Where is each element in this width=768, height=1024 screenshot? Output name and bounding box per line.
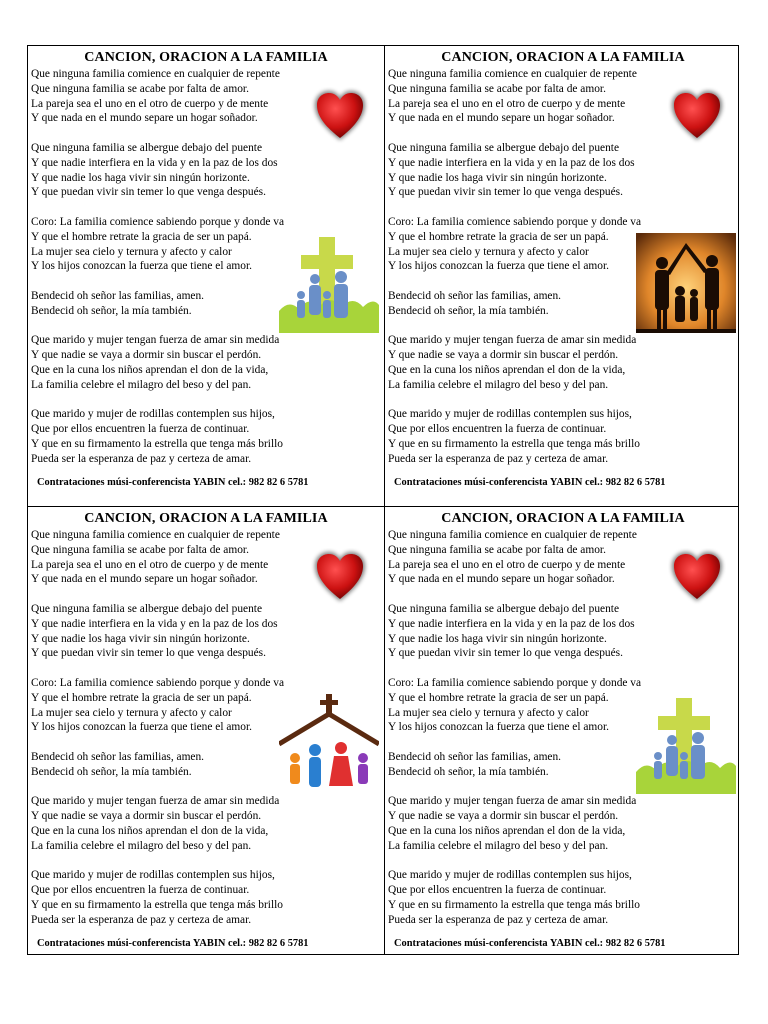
lyric-line: La familia celebre el milagro del beso y del pan. — [31, 378, 252, 391]
stanza-gap — [388, 587, 641, 602]
family-cross-icon — [279, 233, 379, 333]
stanza-gap — [31, 126, 284, 141]
lyric-line: Que marido y mujer tengan fuerza de amar sin medida — [31, 795, 280, 808]
lyric-line: Y que en su firmamento la estrella que tenga más brillo — [388, 437, 640, 450]
lyric-line: La pareja sea el uno en el otro de cuerpo y de mente — [388, 558, 626, 571]
card-bottom-left — [29, 508, 383, 966]
lyric-line: Pueda ser la esperanza de paz y certeza de amar. — [31, 913, 252, 926]
lyric-line: Que marido y mujer tengan fuerza de amar sin medida — [31, 334, 280, 347]
stanza-gap — [31, 200, 284, 215]
lyric-line: Bendecid oh señor, la mía también. — [31, 765, 192, 778]
lyric-line: La mujer sea cielo y ternura y afecto y calor — [31, 706, 232, 719]
card-title: CANCION, ORACION A LA FAMILIA — [441, 50, 685, 65]
lyric-line: Coro: La familia comience sabiendo porque y donde va — [31, 215, 285, 228]
heart-icon — [311, 87, 369, 145]
lyric-line: Pueda ser la esperanza de paz y certeza de amar. — [388, 452, 609, 465]
lyric-line: Y que el hombre retrate la gracia de ser un papá. — [388, 691, 609, 704]
prayer-card-sheet — [27, 45, 739, 955]
lyric-line: Que por ellos encuentren la fuerza de continuar. — [388, 423, 607, 436]
lyric-line: Y que nada en el mundo separe un hogar soñador. — [388, 112, 615, 125]
card-top-left — [29, 47, 383, 505]
lyric-line: Y que nada en el mundo separe un hogar soñador. — [31, 112, 258, 125]
lyric-line: Que en la cuna los niños aprendan el don de la vida, — [388, 363, 626, 376]
stanza-gap — [388, 735, 641, 750]
lyric-line: Y que nada en el mundo separe un hogar soñador. — [31, 573, 258, 586]
lyric-line: Y que nadie se vaya a dormir sin buscar el perdón. — [31, 810, 262, 823]
stanza-gap — [388, 661, 641, 676]
stanza-gap — [31, 393, 284, 408]
lyric-line: Y los hijos conozcan la fuerza que tiene el amor. — [31, 721, 252, 734]
card-top-right — [386, 47, 740, 505]
lyric-line: Bendecid oh señor, la mía también. — [31, 304, 192, 317]
card-bottom-right — [386, 508, 740, 966]
lyrics — [388, 67, 641, 467]
lyrics — [388, 528, 641, 928]
lyric-line: Que marido y mujer tengan fuerza de amar sin medida — [388, 334, 637, 347]
lyric-line: Y que el hombre retrate la gracia de ser un papá. — [31, 230, 252, 243]
lyric-line: Y que nadie se vaya a dormir sin buscar el perdón. — [388, 349, 619, 362]
heart-icon — [668, 548, 726, 606]
lyric-line: Y que nadie los haga vivir sin ningún horizonte. — [388, 632, 607, 645]
lyric-line: Y que el hombre retrate la gracia de ser un papá. — [31, 691, 252, 704]
stanza-gap — [388, 854, 641, 869]
lyric-line: Que ninguna familia se acabe por falta de amor. — [388, 543, 606, 556]
contact-info: Contrataciones músi-conferencista YABIN cel.: 982 82 6 5781 — [394, 938, 666, 949]
lyric-line: Que marido y mujer de rodillas contemplen sus hijos, — [31, 869, 275, 882]
lyric-line: La pareja sea el uno en el otro de cuerpo y de mente — [31, 97, 269, 110]
lyric-line: Bendecid oh señor las familias, amen. — [31, 289, 205, 302]
lyric-line: Y que puedan vivir sin temer lo que venga después. — [31, 647, 266, 660]
stanza-gap — [31, 661, 284, 676]
vertical-cut-line — [384, 46, 385, 954]
stanza-gap — [31, 854, 284, 869]
horizontal-cut-line — [28, 506, 738, 507]
contact-info: Contrataciones músi-conferencista YABIN cel.: 982 82 6 5781 — [37, 477, 309, 488]
lyric-line: Bendecid oh señor, la mía también. — [388, 304, 549, 317]
lyric-line: Bendecid oh señor, la mía también. — [388, 765, 549, 778]
lyric-line: Que marido y mujer tengan fuerza de amar sin medida — [388, 795, 637, 808]
lyric-line: La familia celebre el milagro del beso y del pan. — [388, 839, 609, 852]
lyric-line: Y que nadie se vaya a dormir sin buscar el perdón. — [31, 349, 262, 362]
lyric-line: Que por ellos encuentren la fuerza de continuar. — [388, 884, 607, 897]
lyric-line: Y que nadie los haga vivir sin ningún horizonte. — [31, 171, 250, 184]
stanza-gap — [31, 587, 284, 602]
lyrics — [31, 67, 284, 467]
lyric-line: Y que en su firmamento la estrella que tenga más brillo — [388, 898, 640, 911]
lyric-line: Coro: La familia comience sabiendo porque y donde va — [31, 676, 285, 689]
lyric-line: Que por ellos encuentren la fuerza de continuar. — [31, 423, 250, 436]
lyric-line: Pueda ser la esperanza de paz y certeza de amar. — [31, 452, 252, 465]
lyric-line: Que marido y mujer de rodillas contemplen sus hijos, — [388, 408, 632, 421]
lyric-line: Que ninguna familia se albergue debajo del puente — [31, 602, 262, 615]
lyric-line: La pareja sea el uno en el otro de cuerpo y de mente — [388, 97, 626, 110]
lyric-line: Y los hijos conozcan la fuerza que tiene el amor. — [388, 260, 609, 273]
family-silhouette-sunset-icon — [636, 233, 736, 333]
lyric-line: Y los hijos conozcan la fuerza que tiene el amor. — [388, 721, 609, 734]
lyric-line: Que ninguna familia comience en cualquier de repente — [388, 529, 637, 541]
lyric-line: La mujer sea cielo y ternura y afecto y calor — [388, 706, 589, 719]
stanza-gap — [388, 274, 641, 289]
lyric-line: Y que nadie se vaya a dormir sin buscar el perdón. — [388, 810, 619, 823]
card-title: CANCION, ORACION A LA FAMILIA — [441, 511, 685, 526]
stanza-gap — [388, 780, 641, 795]
card-title: CANCION, ORACION A LA FAMILIA — [84, 50, 328, 65]
lyric-line: Bendecid oh señor las familias, amen. — [388, 289, 562, 302]
lyric-line: Y que nadie interfiera en la vida y en la paz de los dos — [388, 156, 635, 169]
heart-icon — [668, 87, 726, 145]
lyric-line: Y que puedan vivir sin temer lo que venga después. — [31, 186, 266, 199]
lyric-line: Que marido y mujer de rodillas contemplen sus hijos, — [31, 408, 275, 421]
lyric-line: Que ninguna familia se acabe por falta de amor. — [388, 82, 606, 95]
stanza-gap — [388, 200, 641, 215]
lyric-line: Y que nadie interfiera en la vida y en la paz de los dos — [388, 617, 635, 630]
lyric-line: Y que en su firmamento la estrella que tenga más brillo — [31, 437, 283, 450]
stanza-gap — [388, 319, 641, 334]
lyric-line: Coro: La familia comience sabiendo porque y donde va — [388, 215, 642, 228]
lyric-line: La mujer sea cielo y ternura y afecto y calor — [31, 245, 232, 258]
lyric-line: Que ninguna familia se acabe por falta de amor. — [31, 543, 249, 556]
lyric-line: Que ninguna familia se albergue debajo del puente — [388, 141, 619, 154]
lyric-line: Y los hijos conozcan la fuerza que tiene el amor. — [31, 260, 252, 273]
lyric-line: La mujer sea cielo y ternura y afecto y calor — [388, 245, 589, 258]
lyric-line: Que ninguna familia comience en cualquier de repente — [31, 68, 280, 80]
lyric-line: Y que nadie los haga vivir sin ningún horizonte. — [31, 632, 250, 645]
lyric-line: Que en la cuna los niños aprendan el don de la vida, — [31, 363, 269, 376]
lyric-line: Y que nada en el mundo separe un hogar soñador. — [388, 573, 615, 586]
stanza-gap — [31, 274, 284, 289]
stanza-gap — [31, 319, 284, 334]
lyric-line: Que en la cuna los niños aprendan el don de la vida, — [388, 824, 626, 837]
lyric-line: Y que puedan vivir sin temer lo que venga después. — [388, 647, 623, 660]
lyric-line: Y que nadie interfiera en la vida y en la paz de los dos — [31, 156, 278, 169]
lyric-line: Que ninguna familia comience en cualquier de repente — [31, 529, 280, 541]
lyric-line: Que ninguna familia se albergue debajo del puente — [388, 602, 619, 615]
stanza-gap — [31, 780, 284, 795]
heart-icon — [311, 548, 369, 606]
lyric-line: La familia celebre el milagro del beso y del pan. — [388, 378, 609, 391]
lyric-line: Coro: La familia comience sabiendo porque y donde va — [388, 676, 642, 689]
lyric-line: Que ninguna familia se albergue debajo del puente — [31, 141, 262, 154]
lyric-line: Bendecid oh señor las familias, amen. — [31, 750, 205, 763]
lyrics — [31, 528, 284, 928]
stanza-gap — [388, 393, 641, 408]
card-title: CANCION, ORACION A LA FAMILIA — [84, 511, 328, 526]
lyric-line: Y que el hombre retrate la gracia de ser un papá. — [388, 230, 609, 243]
lyric-line: Que en la cuna los niños aprendan el don de la vida, — [31, 824, 269, 837]
stanza-gap — [388, 126, 641, 141]
lyric-line: Que ninguna familia comience en cualquier de repente — [388, 68, 637, 80]
lyric-line: Bendecid oh señor las familias, amen. — [388, 750, 562, 763]
lyric-line: La pareja sea el uno en el otro de cuerpo y de mente — [31, 558, 269, 571]
lyric-line: Que ninguna familia se acabe por falta de amor. — [31, 82, 249, 95]
lyric-line: Y que nadie los haga vivir sin ningún horizonte. — [388, 171, 607, 184]
stanza-gap — [31, 735, 284, 750]
lyric-line: La familia celebre el milagro del beso y del pan. — [31, 839, 252, 852]
lyric-line: Que marido y mujer de rodillas contemplen sus hijos, — [388, 869, 632, 882]
church-family-icon — [279, 694, 379, 794]
lyric-line: Y que en su firmamento la estrella que tenga más brillo — [31, 898, 283, 911]
lyric-line: Pueda ser la esperanza de paz y certeza de amar. — [388, 913, 609, 926]
contact-info: Contrataciones músi-conferencista YABIN cel.: 982 82 6 5781 — [394, 477, 666, 488]
family-cross-icon — [636, 694, 736, 794]
lyric-line: Y que nadie interfiera en la vida y en la paz de los dos — [31, 617, 278, 630]
lyric-line: Y que puedan vivir sin temer lo que venga después. — [388, 186, 623, 199]
lyric-line: Que por ellos encuentren la fuerza de continuar. — [31, 884, 250, 897]
contact-info: Contrataciones músi-conferencista YABIN cel.: 982 82 6 5781 — [37, 938, 309, 949]
